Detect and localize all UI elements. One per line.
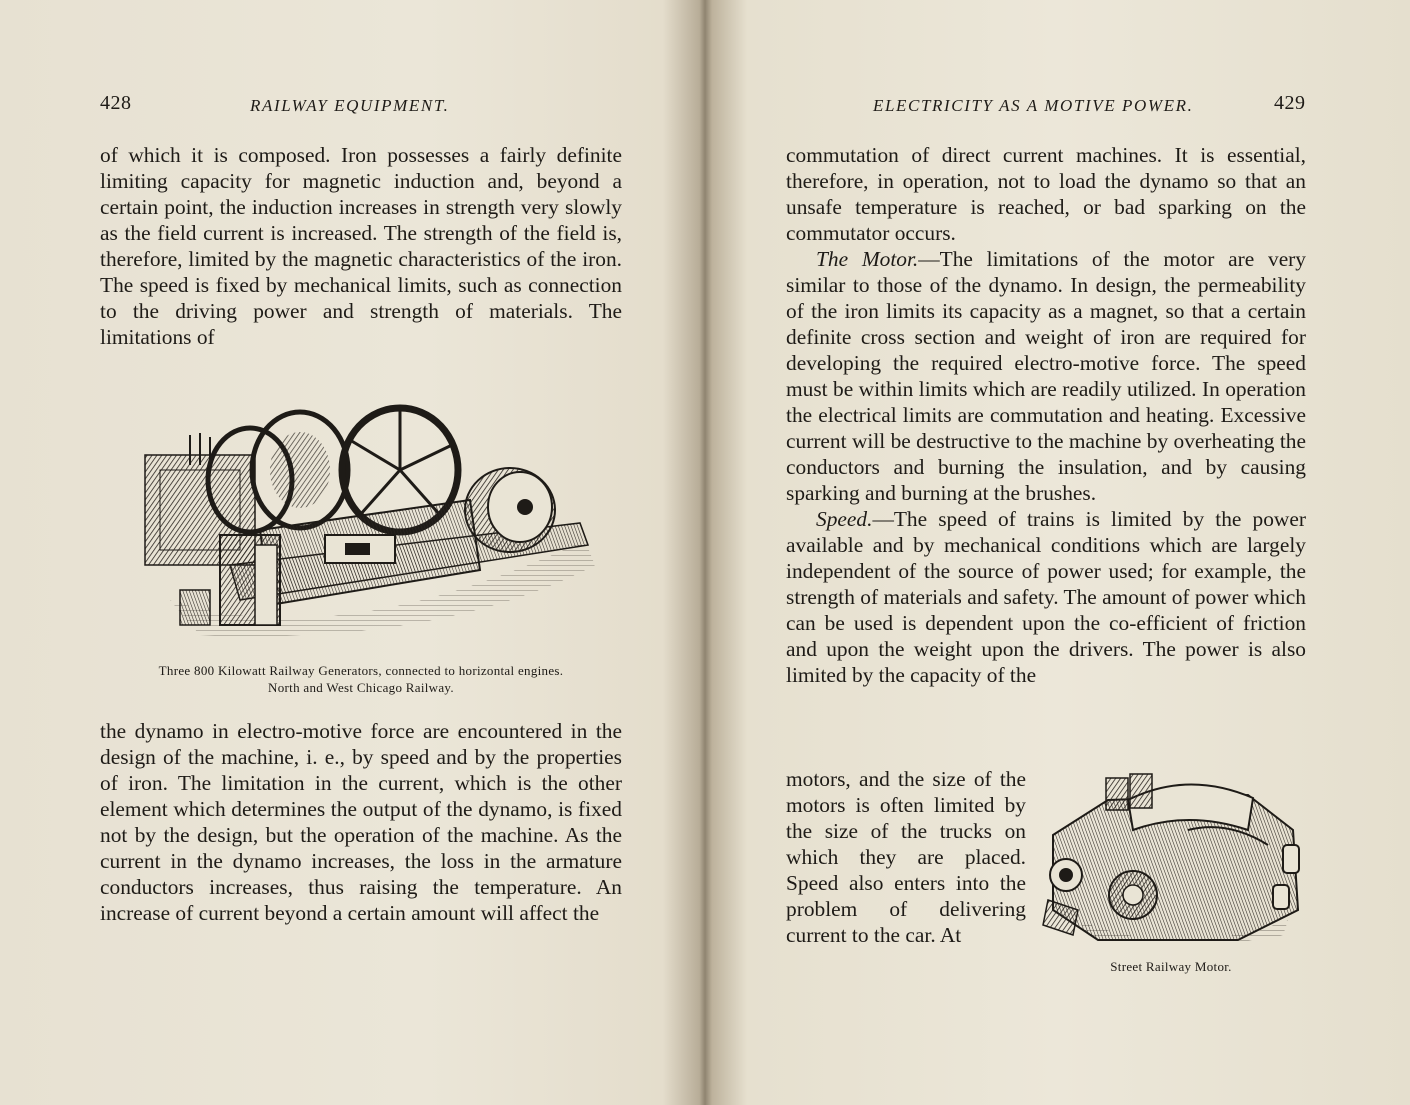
motor-text: —The limitations of the motor are very similar to those of the dynamo. In design, the permeability of the iron limits its capacity as a magnet, so that a certain definite cross section and weight of iron are required for developing the required electro-motive force. The speed must be within limits which are readily utilized. In operation the electrical limits are commutation and heating. Excessive current will be destructive to the machine by overheating the conductors and burning the insulation, and by causing sparking and burning at the brushes. xyxy=(786,247,1307,505)
caption-line: Three 800 Kilowatt Railway Generators, connected to horizontal engines. xyxy=(158,663,564,678)
street-railway-motor-illustration-icon xyxy=(1038,770,1310,950)
paragraph-top xyxy=(100,142,622,350)
paragraph-text: motors, and the size of the motors is often limited by the size of the trucks on which they are placed. Speed also enters into the problem of delivering current to the car. At xyxy=(786,767,1026,947)
paragraph-bottom xyxy=(100,718,622,926)
figure-caption xyxy=(100,662,622,696)
running-title: ELECTRICITY AS A MOTIVE POWER. xyxy=(873,96,1194,115)
left-page xyxy=(0,0,704,1105)
generator-engine-illustration-icon xyxy=(140,395,600,650)
caption-line: North and West Chicago Railway. xyxy=(268,680,454,695)
page-number: 429 xyxy=(1274,92,1306,114)
motor-paragraph xyxy=(786,246,1306,506)
right-page xyxy=(706,0,1410,1105)
figure-caption: Street Railway Motor. xyxy=(1110,959,1232,974)
speed-heading: Speed. xyxy=(816,507,873,531)
paragraph-text: commutation of direct current machines. It is essential, therefore, in operation, not to load the dynamo so that an unsafe temperature is reached, or bad sparking on the commutator occurs. xyxy=(786,143,1306,245)
paragraph-wrapped xyxy=(786,766,1026,948)
paragraph-text: of which it is composed. Iron possesses a fairly definite limiting capacity for magnetic induction and, beyond a certain point, the induction increases in strength very slowly as the field current is increased. The strength of the field is, therefore, limited by the magnetic characteristics of the iron. The speed is fixed by mechanical limits, such as connection to the driving power and strength of materials. The limitations of xyxy=(100,143,622,349)
speed-paragraph xyxy=(786,506,1306,688)
speed-text: —The speed of trains is limited by the power available and by mechanical conditions which are largely independent of the source of power used; for example, the strength of materials and safety. The amount of power which can be used is dependent upon the co-efficient of friction and upon the weight upon the drivers. The power is also limited by the capacity of the xyxy=(786,507,1306,687)
motor-heading: The Motor. xyxy=(816,247,919,271)
paragraph-text: the dynamo in electro-motive force are encountered in the design of the machine, i. e., by speed and by the properties of iron. The limitation in the current, which is the other element which determines the output of the dynamo, is fixed not by the design, but the operation of the machine. As the current in the dynamo increases, the loss in the armature conductors increases, thus raising the temperature. An increase of current beyond a certain amount will affect the xyxy=(100,719,622,925)
running-title: RAILWAY EQUIPMENT. xyxy=(250,96,450,115)
page-number: 428 xyxy=(100,92,132,114)
paragraph-commutation xyxy=(786,142,1306,688)
